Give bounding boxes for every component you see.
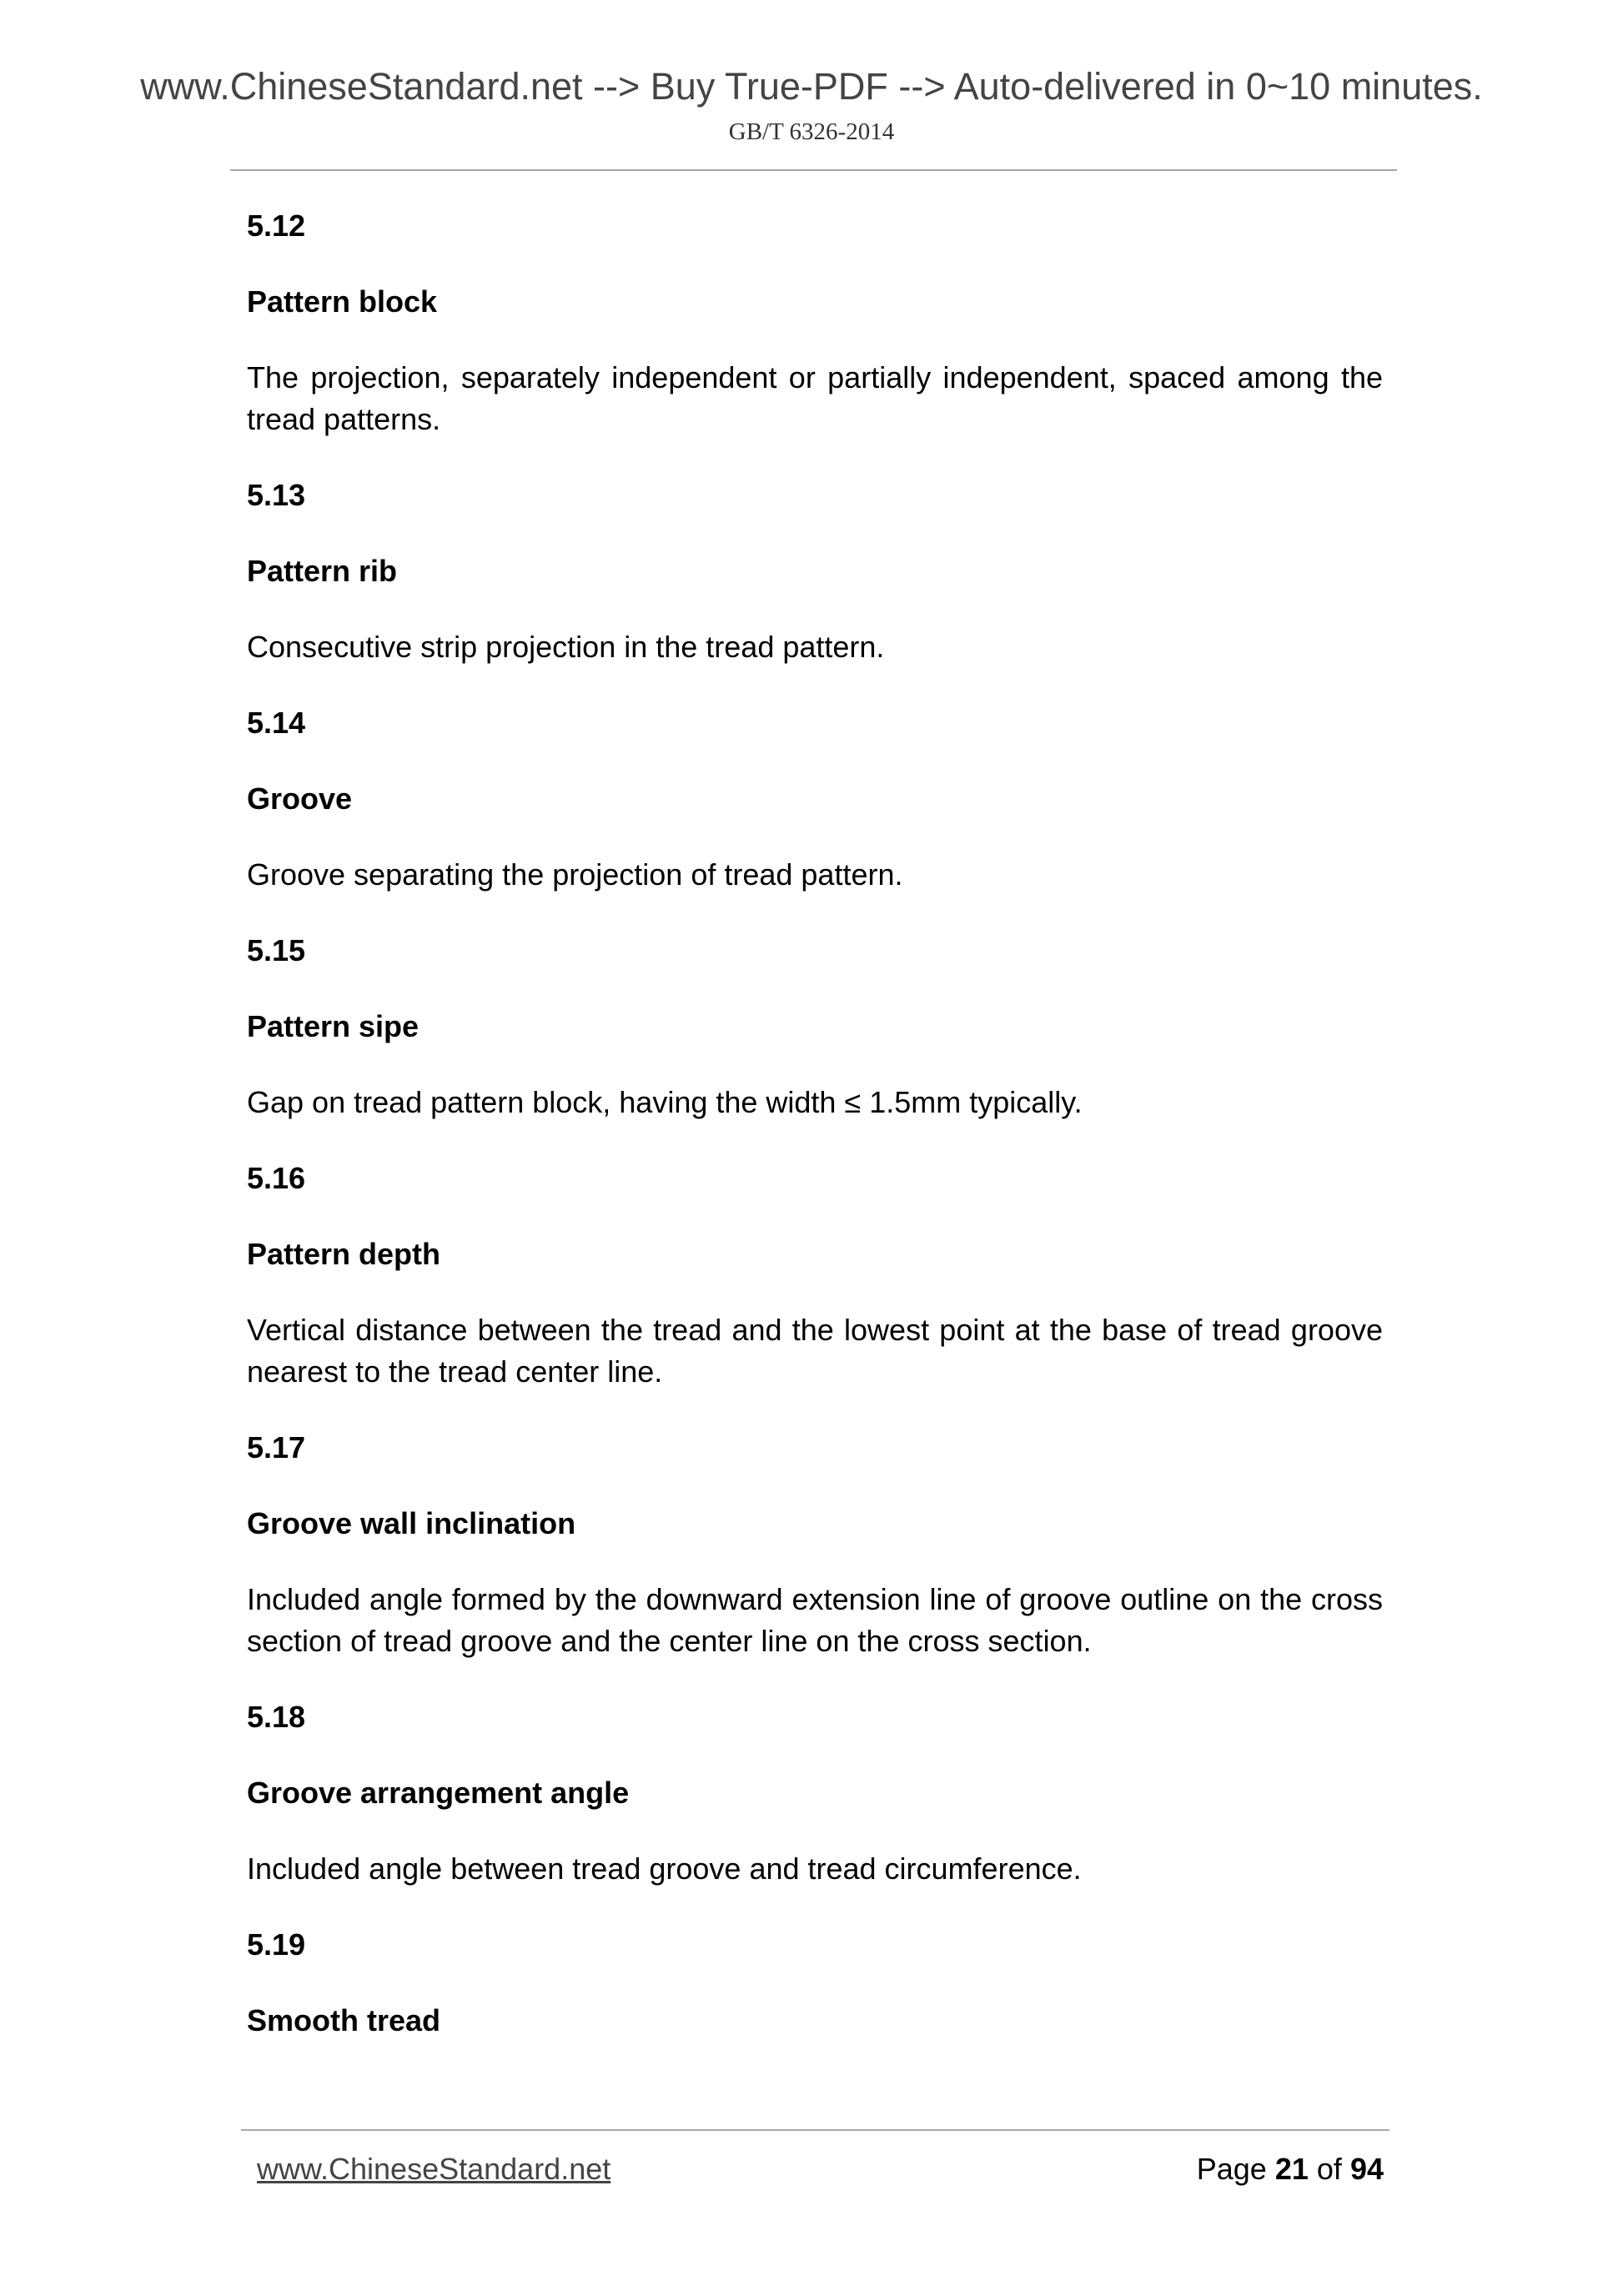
clause-5-19 xyxy=(247,1924,1383,2042)
page-total: 94 xyxy=(1349,2152,1384,2186)
clause-term: Smooth tread xyxy=(247,2003,441,2037)
clause-number: 5.14 xyxy=(247,706,306,740)
page-indicator xyxy=(1197,2150,1384,2188)
clause-term: Groove arrangement angle xyxy=(247,1776,630,1810)
clause-term: Pattern sipe xyxy=(247,1009,420,1043)
clause-number: 5.17 xyxy=(247,1430,306,1465)
clause-number: 5.12 xyxy=(247,208,306,243)
clause-number: 5.16 xyxy=(247,1161,306,1195)
footer-divider xyxy=(241,2129,1389,2131)
clause-definition: Consecutive strip projection in the tread pattern. xyxy=(247,630,885,664)
page-word: Page xyxy=(1196,2152,1267,2186)
header-divider xyxy=(230,169,1397,171)
clause-number: 5.19 xyxy=(247,1927,306,1962)
clause-term: Pattern block xyxy=(247,284,438,319)
clause-number: 5.15 xyxy=(247,933,306,967)
clause-term: Groove wall inclination xyxy=(247,1506,576,1540)
clause-term: Pattern rib xyxy=(247,554,398,588)
clause-definition: Included angle between tread groove and tread circumference. xyxy=(247,1851,1082,1886)
clause-term: Groove xyxy=(247,781,353,816)
clause-definition: Groove separating the projection of tread pattern. xyxy=(247,857,903,892)
clause-number: 5.18 xyxy=(247,1700,306,1734)
clause-definition: Vertical distance between the tread and the lowest point at the base of tread groove nearest to the tread center line. xyxy=(247,1313,1383,1389)
clause-number: 5.13 xyxy=(247,478,306,512)
footer-website-link[interactable]: www.ChineseStandard.net xyxy=(257,2152,611,2186)
document-body xyxy=(247,205,1383,2076)
clause-5-12 xyxy=(247,205,1383,440)
standard-code: GB/T 6326-2014 xyxy=(728,118,895,145)
page-of: of xyxy=(1316,2152,1342,2186)
clause-5-14 xyxy=(247,702,1383,896)
clause-5-17 xyxy=(247,1427,1383,1662)
clause-5-15 xyxy=(247,930,1383,1123)
clause-5-18 xyxy=(247,1696,1383,1890)
source-banner: www.ChineseStandard.net --> Buy True-PDF --> Auto-delivered in 0~10 minutes. xyxy=(140,65,1483,108)
clause-5-13 xyxy=(247,475,1383,668)
clause-term: Pattern depth xyxy=(247,1237,441,1271)
clause-definition: Gap on tread pattern block, having the width ≤ 1.5mm typically. xyxy=(247,1085,1083,1119)
clause-definition: Included angle formed by the downward extension line of groove outline on the cross section of tread groove and the center line on the cross section. xyxy=(247,1582,1383,1658)
clause-definition: The projection, separately independent or partially independent, spaced among the tread patterns. xyxy=(247,360,1383,436)
page-current: 21 xyxy=(1274,2152,1309,2186)
clause-5-16 xyxy=(247,1158,1383,1393)
